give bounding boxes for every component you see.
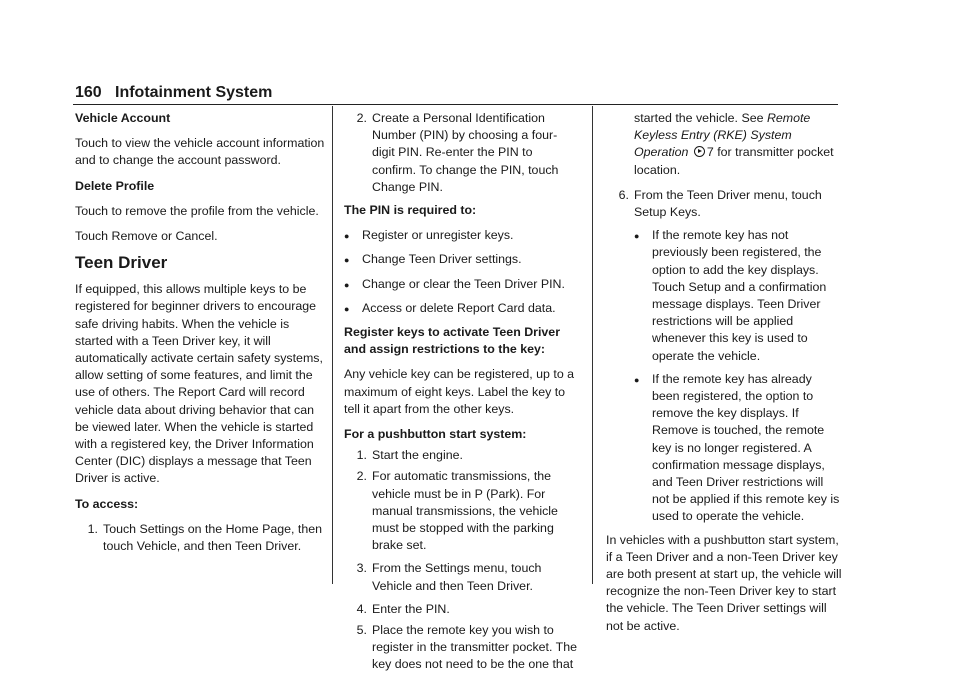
reference-page[interactable]: 7: [706, 145, 714, 160]
step-number: 6.: [618, 187, 629, 202]
continued-step-text: [606, 110, 842, 179]
step-text: From the Teen Driver menu, touch Setup Keys.: [634, 187, 822, 220]
bullet-icon: ●: [344, 231, 350, 242]
vehicle-account-heading: Vehicle Account: [75, 111, 171, 125]
column-2: [344, 110, 579, 680]
step-text: Start the engine.: [372, 448, 463, 463]
vehicle-account-text: Touch to view the vehicle account information and to change the account password.: [75, 136, 325, 168]
page-number: 160: [75, 84, 102, 101]
list-item: [344, 251, 579, 269]
list-item: [344, 110, 579, 196]
to-access-heading: To access:: [75, 496, 139, 511]
bullet-icon: ●: [634, 374, 640, 385]
bullet-icon: ●: [634, 231, 640, 242]
column-divider-right: [592, 106, 593, 584]
pin-required-heading: The PIN is required to:: [344, 203, 477, 218]
register-heading: Register keys to activate Teen Driver and assign restrictions to the key:: [344, 325, 561, 357]
list-item: [344, 601, 579, 618]
bullet-text: Access or delete Report Card data.: [362, 300, 556, 315]
column-1: [75, 110, 325, 561]
step-number: 4.: [356, 601, 367, 616]
bullet-text: Change or clear the Teen Driver PIN.: [362, 276, 565, 291]
step-text: Create a Personal Identification Number (PIN) by choosing a four-digit PIN. Re-enter the PIN to confirm. To change the PIN, touch Change PIN.: [372, 111, 559, 194]
bullet-text: If the remote key has already been registered, the option to remove the key displays. If Remove is touched, the remote key is no longer registered. A confirmation message displays, and Teen Driver restrictions will not be applied if this remote key is used to operate the vehicle.: [652, 371, 840, 524]
teen-driver-heading: Teen Driver: [75, 253, 168, 273]
step-text: From the Settings menu, touch Vehicle and then Teen Driver.: [372, 561, 542, 593]
column-divider-left: [332, 106, 333, 584]
step-number: 2.: [356, 111, 367, 125]
section-title: Infotainment System: [115, 84, 273, 101]
continued-text: started the vehicle. See: [634, 111, 767, 125]
delete-profile-heading: Delete Profile: [75, 178, 155, 193]
step-text: Enter the PIN.: [372, 601, 450, 616]
bullet-text: Change Teen Driver settings.: [362, 252, 522, 267]
step-text: Place the remote key you wish to register in the transmitter pocket. The key does not need to be the one that: [372, 623, 577, 672]
list-item: [75, 521, 325, 555]
step-number: 2.: [356, 469, 367, 484]
step-number: 1.: [87, 521, 98, 536]
closing-text: In vehicles with a pushbutton start system, if a Teen Driver and a non-Teen Driver key are both present at start up, the vehicle will recognize the non-Teen Driver key to start the vehicle. The Teen Driver settings will not be active.: [606, 532, 842, 633]
column-3: [606, 110, 842, 643]
register-text: Any vehicle key can be registered, up to a maximum of eight keys. Label the key to tell it apart from the other keys.: [344, 367, 575, 416]
step-number: 3.: [356, 561, 367, 576]
bullet-text: Register or unregister keys.: [362, 228, 514, 243]
page-header: [73, 82, 838, 105]
step-text: Touch Settings on the Home Page, then touch Vehicle, and then Teen Driver.: [103, 521, 323, 554]
list-item: [344, 622, 579, 674]
list-item: [344, 468, 579, 554]
step-number: 5.: [356, 623, 367, 638]
continued-text-after: for transmitter pocket location.: [634, 145, 834, 177]
bullet-icon: ●: [344, 303, 350, 314]
list-item: [634, 371, 842, 526]
step-text: For automatic transmissions, the vehicle must be in P (Park). For manual transmissions, the vehicle must be stopped with the parking brake set.: [372, 469, 558, 553]
list-item: [344, 560, 579, 594]
list-item: [606, 187, 842, 221]
teen-driver-intro: If equipped, this allows multiple keys to be registered for beginner drivers to encourage safe driving habits. When the vehicle is started with a Teen Driver key, it will automatically activate certain safety systems, allow setting of some features, and limit the use of others. The Report Card will record vehicle data about driving behavior that can be viewed later. When the vehicle is started with a registered key, the Driver Information Center (DIC) displays a message that Teen Driver is active.: [75, 282, 323, 486]
bullet-icon: ●: [344, 279, 350, 290]
pushbutton-heading: For a pushbutton start system:: [344, 427, 527, 442]
step-number: 1.: [356, 448, 367, 463]
page-reference-arrow-icon: [694, 146, 705, 157]
bullet-text: If the remote key has not previously been registered, the option to add the key displays. Touch Setup and a confirmation message displays. Teen Driver restrictions will be applied whenever this key is used to operate the vehicle.: [652, 228, 827, 363]
delete-profile-text: Touch to remove the profile from the vehicle.: [75, 203, 319, 218]
list-item: [344, 227, 579, 245]
bullet-icon: ●: [344, 255, 350, 266]
list-item: [344, 300, 579, 318]
list-item: [344, 447, 579, 464]
remove-cancel-text: Touch Remove or Cancel.: [75, 229, 218, 244]
list-item: [634, 227, 842, 365]
list-item: [344, 276, 579, 294]
cross-reference[interactable]: Remote Keyless Entry (RKE) System Operation: [634, 111, 811, 160]
